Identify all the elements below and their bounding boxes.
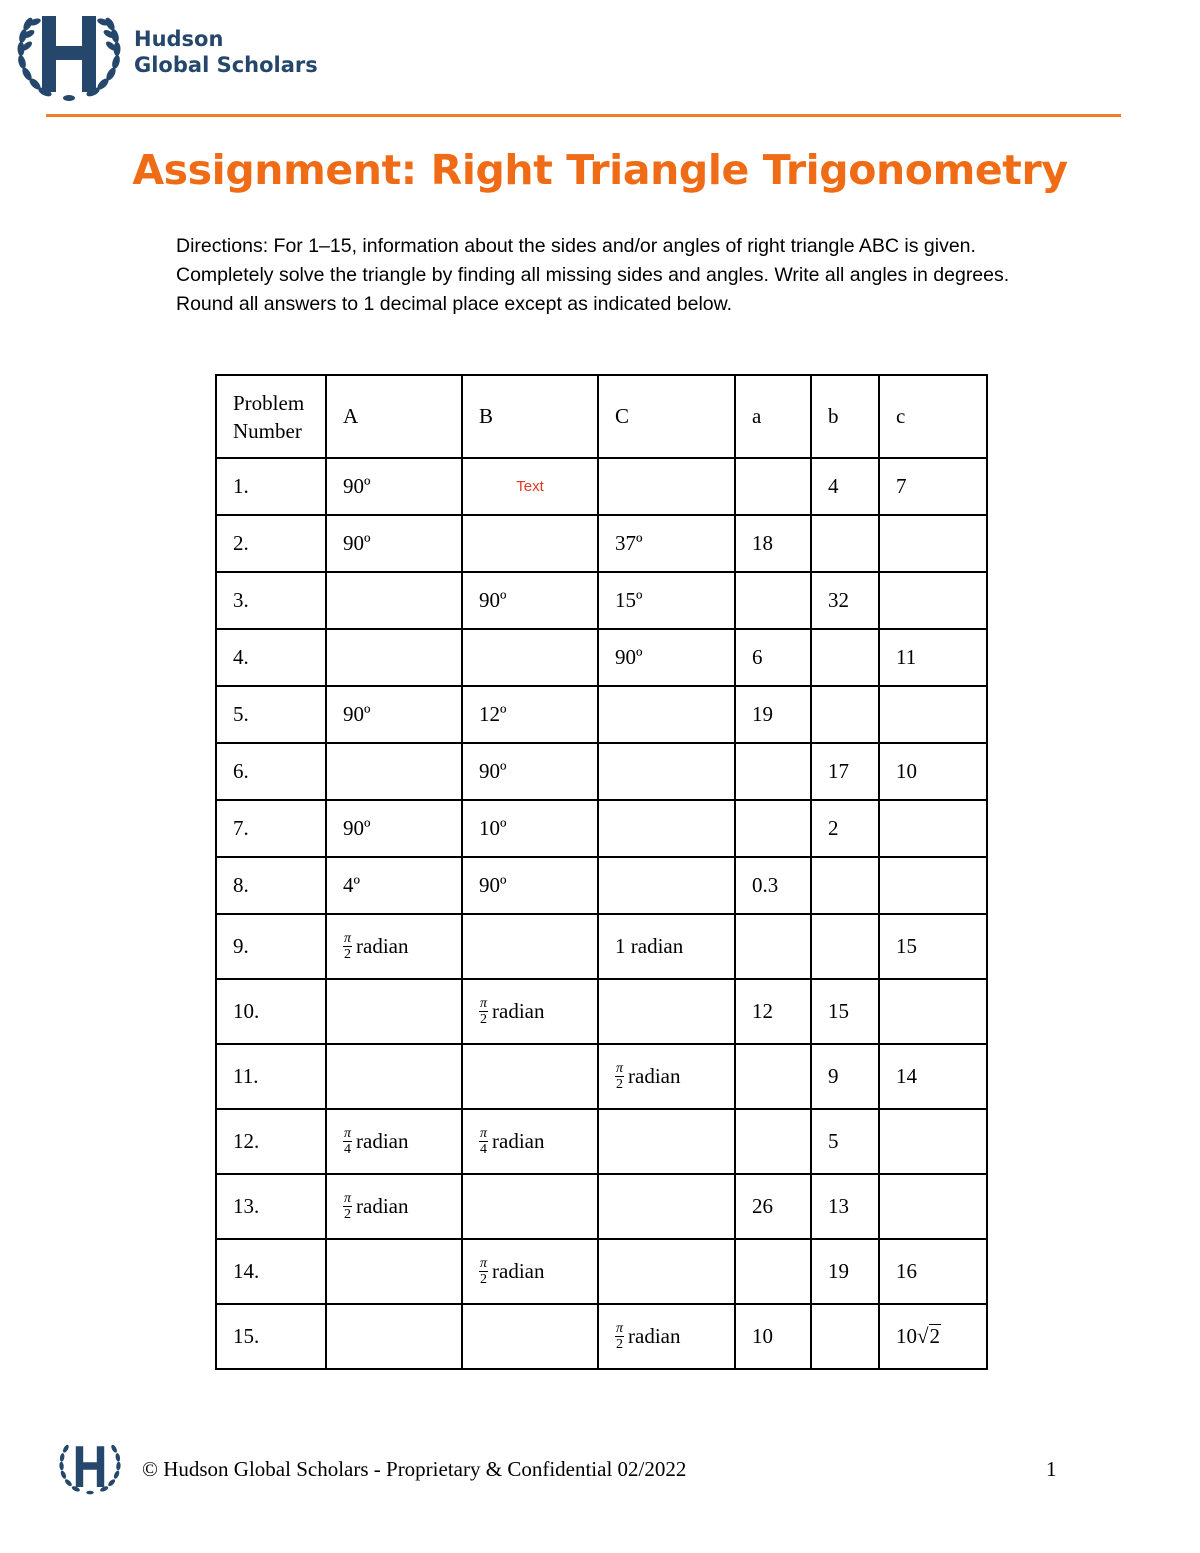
cell-side-c: 14 [879,1044,987,1109]
cell-angle-c [598,1044,735,1109]
problem-table [215,374,988,1370]
problem-number-cell: 14. [216,1239,326,1304]
cell-side-c [879,1304,987,1369]
page-number: 1 [1046,1457,1057,1481]
cell-angle-a [326,979,462,1044]
cell-side-a: 19 [735,686,811,743]
square-root: √2 [917,1324,941,1348]
header-problem-number: Problem Number [216,375,326,458]
cell-angle-c [598,686,735,743]
cell-side-c [879,979,987,1044]
cell-angle-a [326,743,462,800]
cell-side-c [879,1109,987,1174]
cell-angle-c [598,979,735,1044]
header-side-c: c [879,375,987,458]
problem-number-cell: 15. [216,1304,326,1369]
table-row [216,857,987,914]
table-row [216,686,987,743]
hudson-logo-icon [14,4,124,104]
angle-unit: radian [628,1064,681,1088]
fraction [479,1256,488,1287]
cell-angle-c: 15º [598,572,735,629]
cell-angle-a: 90º [326,686,462,743]
cell-side-b [811,515,879,572]
radicand: 2 [929,1324,941,1348]
problem-number-cell: 12. [216,1109,326,1174]
footer-logo-icon [56,1434,124,1498]
cell-side-b: 4 [811,458,879,515]
cell-side-a [735,1044,811,1109]
table-row [216,1109,987,1174]
fraction-numerator: π [344,1126,352,1141]
cell-side-a: 12 [735,979,811,1044]
fraction-denominator: 2 [344,947,351,962]
cell-angle-c [598,1304,735,1369]
fraction [479,996,488,1027]
fraction [343,1191,352,1222]
table-row [216,629,987,686]
table-row [216,800,987,857]
table-row [216,1044,987,1109]
cell-angle-a [326,1044,462,1109]
cell-side-a [735,458,811,515]
cell-angle-b [462,629,598,686]
cell-angle-c: 1 radian [598,914,735,979]
cell-side-a: 0.3 [735,857,811,914]
angle-unit: radian [492,1129,545,1153]
cell-side-b [811,686,879,743]
fraction-numerator: π [344,931,352,946]
table-row [216,572,987,629]
cell-side-b [811,1304,879,1369]
cell-side-b: 13 [811,1174,879,1239]
cell-angle-a [326,1109,462,1174]
cell-angle-b [462,979,598,1044]
cell-side-c [879,515,987,572]
cell-side-c [879,1174,987,1239]
cell-angle-a [326,1239,462,1304]
cell-side-c: 16 [879,1239,987,1304]
cell-side-a [735,914,811,979]
problem-number-cell: 6. [216,743,326,800]
angle-unit: radian [356,1194,409,1218]
cell-side-b: 32 [811,572,879,629]
cell-angle-b [462,1174,598,1239]
problem-number-cell: 9. [216,914,326,979]
cell-side-b [811,629,879,686]
cell-side-b: 2 [811,800,879,857]
cell-side-c: 10 [879,743,987,800]
cell-side-b [811,914,879,979]
cell-angle-c [598,1174,735,1239]
header-side-b: b [811,375,879,458]
cell-angle-b [462,515,598,572]
cell-angle-a: 90º [326,515,462,572]
table-row [216,979,987,1044]
cell-angle-b [462,1109,598,1174]
brand-line-1: Hudson [134,27,224,51]
cell-angle-a [326,572,462,629]
cell-angle-a: 4º [326,857,462,914]
cell-angle-b: 12º [462,686,598,743]
table-row [216,1239,987,1304]
placeholder-text[interactable]: Text [516,478,544,495]
cell-angle-b: 90º [462,743,598,800]
header-divider [46,114,1121,117]
problem-number-cell: 2. [216,515,326,572]
problem-number-cell: 13. [216,1174,326,1239]
cell-side-b: 15 [811,979,879,1044]
cell-side-c [879,572,987,629]
table-row [216,914,987,979]
problem-number-cell: 8. [216,857,326,914]
header-side-a: a [735,375,811,458]
directions-text: Directions: For 1–15, information about the sides and/or angles of right triangle ABC is given. Completely solve the triangle by finding all missing sides and angles. Write all angles in degrees. Round all answers to 1 decimal place except as indicated below. [176,235,1010,315]
cell-side-a: 10 [735,1304,811,1369]
fraction-numerator: π [616,1061,624,1076]
cell-angle-b [462,1239,598,1304]
cell-angle-a [326,914,462,979]
cell-angle-a [326,1174,462,1239]
cell-angle-c [598,458,735,515]
fraction-denominator: 2 [616,1077,623,1092]
table-row [216,743,987,800]
angle-unit: radian [492,1259,545,1283]
cell-side-c: 11 [879,629,987,686]
table-row [216,458,987,515]
cell-angle-a: 90º [326,458,462,515]
cell-angle-c [598,1239,735,1304]
cell-angle-c [598,800,735,857]
cell-side-b [811,857,879,914]
cell-angle-b: 10º [462,800,598,857]
cell-side-b: 19 [811,1239,879,1304]
cell-side-a: 6 [735,629,811,686]
cell-side-c [879,686,987,743]
cell-angle-b [462,1304,598,1369]
cell-angle-a [326,629,462,686]
cell-side-c: 15 [879,914,987,979]
fraction-denominator: 4 [344,1142,351,1157]
fraction-denominator: 2 [344,1207,351,1222]
cell-side-a: 26 [735,1174,811,1239]
problem-number-cell: 7. [216,800,326,857]
fraction-numerator: π [344,1191,352,1206]
cell-angle-a: 90º [326,800,462,857]
cell-side-a [735,1109,811,1174]
cell-angle-b: 90º [462,857,598,914]
cell-side-b: 5 [811,1109,879,1174]
cell-side-b: 9 [811,1044,879,1109]
cell-side-a [735,1239,811,1304]
cell-angle-b: 90º [462,572,598,629]
fraction-denominator: 4 [480,1142,487,1157]
cell-side-c [879,857,987,914]
angle-unit: radian [356,1129,409,1153]
angle-unit: radian [492,999,545,1023]
angle-unit: radian [356,934,409,958]
header-angle-b: B [462,375,598,458]
fraction-numerator: π [480,996,488,1011]
cell-angle-b [462,914,598,979]
header-angle-a: A [326,375,462,458]
fraction-numerator: π [480,1126,488,1141]
cell-angle-a [326,1304,462,1369]
cell-angle-c [598,1109,735,1174]
sqrt-coefficient: 10 [896,1324,917,1348]
angle-unit: radian [628,1324,681,1348]
fraction-numerator: π [480,1256,488,1271]
cell-angle-b [462,458,598,515]
cell-angle-c: 90º [598,629,735,686]
fraction [615,1061,624,1092]
page-title: Assignment: Right Triangle Trigonometry [132,146,1068,194]
cell-angle-c: 37º [598,515,735,572]
cell-side-a [735,743,811,800]
header-angle-c: C [598,375,735,458]
cell-side-c [879,800,987,857]
cell-side-c: 7 [879,458,987,515]
cell-side-a: 18 [735,515,811,572]
cell-angle-c [598,743,735,800]
table-row [216,1174,987,1239]
fraction [343,931,352,962]
problem-number-cell: 4. [216,629,326,686]
table-row [216,515,987,572]
problem-number-cell: 3. [216,572,326,629]
cell-angle-c [598,857,735,914]
brand-name [134,26,318,78]
fraction [343,1126,352,1157]
fraction-denominator: 2 [480,1012,487,1027]
table-row [216,1304,987,1369]
fraction-denominator: 2 [480,1272,487,1287]
cell-side-a [735,572,811,629]
cell-side-b: 17 [811,743,879,800]
fraction [479,1126,488,1157]
footer-copyright: © Hudson Global Scholars - Proprietary & Confidential 02/2022 [142,1457,687,1481]
cell-angle-b [462,1044,598,1109]
brand-line-2: Global Scholars [134,53,318,77]
fraction [615,1321,624,1352]
cell-side-a [735,800,811,857]
problem-number-cell: 5. [216,686,326,743]
table-header-row [216,375,987,458]
fraction-denominator: 2 [616,1337,623,1352]
problem-number-cell: 1. [216,458,326,515]
problem-number-cell: 11. [216,1044,326,1109]
problem-number-cell: 10. [216,979,326,1044]
fraction-numerator: π [616,1321,624,1336]
